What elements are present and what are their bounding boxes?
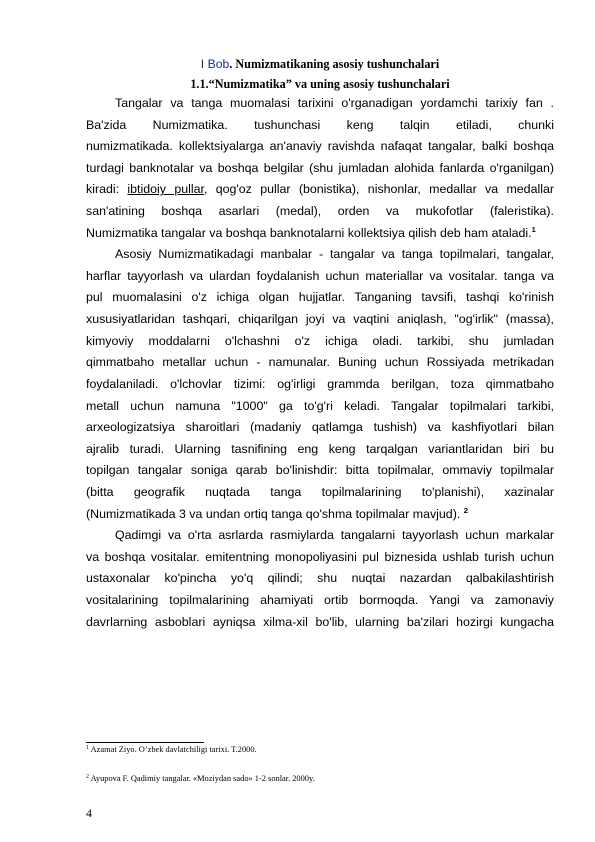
text-line: Qadimgi va o'rta asrlarda rasmiylarda tangalarni tayyorlash uchun markalar xyxy=(115,528,554,543)
text-fragment: (Numizmatikada 3 va undan ortiq tanga qo'shma topilmalar mavjud). xyxy=(86,506,461,521)
text-line: turdagi banknotalar va boshqa belgilar (shu jumladan alohida fanlarda o'rganilgan) xyxy=(86,160,554,175)
chapter-prefix: I Bob xyxy=(200,57,230,71)
text-line: metall uchun namuna "1000" ga to'g'ri keladi. Tangalar topilmalari tarkibi, xyxy=(86,398,554,413)
text-line: pul muomalasini o'z ichiga olgan hujjatlar. Tanganing tavsifi, tashqi ko'rinish xyxy=(86,290,554,305)
body-text xyxy=(86,93,554,633)
text-line: (bitta geografik nuqtada tanga topilmalarining to'planishi), xazinalar xyxy=(86,484,554,499)
text-line: davrlarning asboblari ayniqsa xilma-xil bo'lib, ularning ba'zilari hozirgi kungacha xyxy=(86,614,554,629)
primitive-money-link[interactable]: ibtidoiy pullar xyxy=(127,182,204,197)
text-line xyxy=(86,179,554,201)
text-line: vositalarining topilmalarining ahamiyati ortib bormoqda. Yangi va zamonaviy xyxy=(86,593,554,608)
text-line: ustaxonalar ko'pincha yo'q qilindi; shu nuqtai nazardan qalbakilashtirish xyxy=(86,571,554,586)
text-fragment: Numizmatika tangalar va boshqa banknotalarni kollektsiya qilish deb ham ataladi. xyxy=(86,225,532,240)
footnote-ref[interactable]: 1 xyxy=(531,224,536,234)
footnote-1 xyxy=(86,744,257,755)
footnote-2 xyxy=(86,773,315,784)
text-fragment: , qog'oz pullar (bonistika), nishonlar, medallar va medallar xyxy=(203,182,554,197)
text-line: numizmatikada. kollektsiyalarga an'anaviy ravishda nafaqat tangalar, balki boshqa xyxy=(86,139,554,154)
text-line xyxy=(86,223,554,245)
text-line: Asosiy Numizmatikadagi manbalar - tangalar va tanga topilmalari, tangalar, xyxy=(115,247,554,262)
chapter-heading xyxy=(86,54,554,74)
footnote-number: 2 xyxy=(86,774,89,780)
text-line: arxeologizatsiya sharoitlari (madaniy qatlamga tushish) va kashfiyotlari bilan xyxy=(86,420,554,435)
text-line: qimmatbaho metallar uchun - namunalar. Buning uchun Rossiyada metrikadan xyxy=(86,355,554,370)
footnote-divider xyxy=(86,742,204,743)
chapter-title: . Numizmatikaning asosiy tushunchalari xyxy=(229,57,440,71)
section-heading: 1.1.“Numizmatika” va uning asosiy tushunchalari xyxy=(190,77,450,91)
text-line xyxy=(86,504,554,526)
footnote-ref[interactable]: 2 xyxy=(463,505,468,515)
text-line: ajralib turadi. Ularning tasnifining eng keng tarqalgan variantlaridan biri bu xyxy=(86,441,554,456)
text-line: san'atining boshqa asarlari (medal), orden va mukofotlar (faleristika). xyxy=(86,204,554,219)
text-line: harflar tayyorlash va ulardan foydalanish uchun materiallar va vositalar. tanga va xyxy=(86,268,554,283)
text-line: va boshqa vositalar. emitentning monopoliyasini pul biznesida ushlab turish uchun xyxy=(86,549,554,564)
headings xyxy=(86,54,554,94)
text-line: topilgan tangalar soniga qarab bo'linishdir: bitta topilmalar, ommaviy topilmalar xyxy=(86,463,554,478)
text-fragment: kiradi: xyxy=(86,182,120,197)
footnote-number: 1 xyxy=(86,745,89,751)
text-line: xususiyatlaridan tashqari, chiqarilgan joyi va vaqtini aniqlash, "og'irlik" (massa), xyxy=(86,312,554,327)
footnote-text: Ayupova F. Qadimiy tangalar. «Moziydan sado» 1-2 sonlar. 2000y. xyxy=(89,774,315,783)
text-line: Tangalar va tanga muomalasi tarixini o'rganadigan yordamchi tarixiy fan . xyxy=(115,96,554,110)
footnote-text: Azamat Ziyo. O’zbek davlatchiligi tarixi. T.2000. xyxy=(89,745,257,754)
page-number: 4 xyxy=(86,806,92,820)
text-line: Ba'zida Numizmatika. tushunchasi keng talqin etiladi, chunki xyxy=(86,117,554,132)
text-line: foydalaniladi. o'lchovlar tizimi: og'irligi grammda berilgan, toza qimmatbaho xyxy=(86,376,554,391)
text-line: kimyoviy moddalarni o'lchashni o'z ichiga oladi. tarkibi, shu jumladan xyxy=(86,333,554,348)
